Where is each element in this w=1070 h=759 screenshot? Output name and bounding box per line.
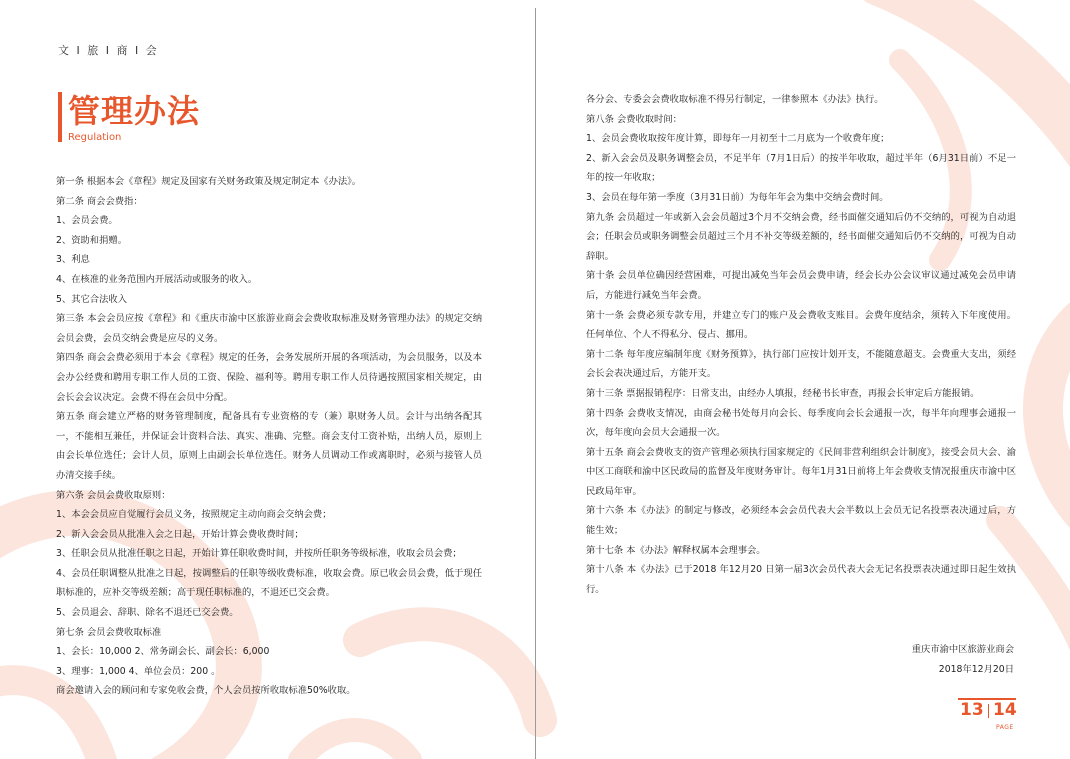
article-paragraph: 第四条 商会会费必须用于本会《章程》规定的任务，会务发展所开展的各项活动，为会员服务，以及本会办公经费和聘用专职工作人员的工资、保险、福利等。聘用专职工作人员待遇按照国家相关规定，由会长会会议决定。会费不得在会员中分配。 [56,352,482,403]
article-paragraph: 3、利息 [56,254,90,266]
page-divider [535,8,536,759]
article-paragraph: 2、资助和捐赠。 [56,234,127,246]
title-accent-bar [58,92,62,142]
article-paragraph: 2、新入会会员及职务调整会员，不足半年（7月1日后）的按半年收取，超过半年（6月31日前）不足一年的按一年收取； [586,152,1016,184]
article-paragraph: 各分会、专委会会费收取标准不得另行制定，一律参照本《办法》执行。 [586,94,884,105]
page-number-right: 14 [993,700,1017,720]
signature-date: 2018年12月20日 [938,664,1014,675]
article-paragraph: 第十条 会员单位确因经营困难，可提出减免当年会员会费申请，经会长办公会议审议通过减免会员申请后，方能进行减免当年会费。 [586,270,1016,301]
article-paragraph: 1、会长：10,000 2、常务副会长、副会长：6,000 [56,646,270,658]
signature-org: 重庆市渝中区旅游业商会 [911,644,1014,655]
article-paragraph: 第十四条 会费收支情况，由商会秘书处每月向会长、每季度向会长会通报一次，每半年向理事会通报一次，每年度向会员大会通报一次。 [586,407,1016,439]
article-paragraph: 第十八条 本《办法》已于2018 年12月20 日第一届3次会员代表大会无记名投票表决通过即日起生效执行。 [586,564,1016,595]
article-paragraph: 商会邀请入会的顾问和专家免收会费，个人会员按所收取标准50%收取。 [56,685,356,697]
page-number-left: 13 [960,700,984,720]
article-paragraph: 第十一条 会费必须专款专用，并建立专门的账户及会费收支账目。会费年度结余，须转入下年度使用。任何单位、个人不得私分、侵占、挪用。 [586,309,1016,341]
article-paragraph: 第六条 会员会费收取原则： [56,489,171,501]
article-paragraph: 第九条 会员超过一年或新入会会员超过3个月不交纳会费，经书面催交通知后仍不交纳的，可视为自动退会；任职会员或职务调整会员超过三个月不补交等级差额的，经书面催交通知后仍不交纳的，可视为自动辞职。 [586,211,1016,262]
article-paragraph: 第七条 会员会费收取标准 [56,626,162,638]
page-title: 管理办法 [68,92,201,130]
article-paragraph: 第五条 商会建立严格的财务管理制度，配备具有专业资格的专（兼）职财务人员。会计与出纳各配其一，不能相互兼任，并保证会计资料合法、真实、准确、完整。商会支付工资补贴，出纳人员，原则上由会长单位选任；会计人员，原则上由副会长单位选任。财务人员调动工作或离职时，必须与接管人员办清交接手续。 [56,411,482,481]
article-paragraph: 1、本会会员应自觉履行会员义务，按照规定主动向商会交纳会费； [56,509,332,521]
brand-label: 文 I 旅 I 商 I 会 [58,44,159,57]
article-paragraph: 第十六条 本《办法》的制定与修改，必须经本会会员代表大会半数以上会员无记名投票表决通过后，方能生效； [586,505,1016,537]
article-paragraph: 2、新入会会员从批准入会之日起，开始计算会费收费时间； [56,528,304,540]
page-number-separator [988,704,989,718]
article-paragraph: 第十七条 本《办法》解释权属本会理事会。 [586,544,766,556]
article-paragraph: 3、任职会员从批准任职之日起，开始计算任职收费时间，并按所任职务等级标准，收取会员会费； [56,548,462,560]
article-paragraph: 第八条 会费收取时间： [586,113,682,125]
article-paragraph: 3、理事：1,000 4、单位会员：200 。 [56,665,221,677]
page-number-label: PAGE [996,724,1014,731]
article-paragraph: 5、其它合法收入 [56,293,127,305]
article-paragraph: 第十三条 票据报销程序：日常支出，由经办人填报，经秘书长审查，再报会长审定后方能报销。 [586,387,980,399]
article-paragraph: 第一条 根据本会《章程》规定及国家有关财务政策及规定制定本《办法》。 [56,176,362,187]
page-subtitle: Regulation [68,132,122,143]
signature-block [912,640,1014,680]
article-paragraph: 3、会员在每年第一季度（3月31日前）为每年年会为集中交纳会费时间。 [586,191,889,203]
page-number [958,698,1018,734]
article-paragraph: 4、会员任职调整从批准之日起，按调整后的任职等级收费标准，收取会费。原已收会员会费，低于现任职标准的，应补交等级差额；高于现任职标准的，不退还已交会费。 [56,567,482,599]
article-paragraph: 第十二条 每年度应编制年度《财务预算》，执行部门应按计划开支，不能随意超支。会费重大支出，须经会长会表决通过后，方能开支。 [586,348,1016,380]
article-paragraph: 5、会员退会、辞职、除名不退还已交会费。 [56,607,239,619]
article-paragraph: 第十五条 商会会费收支的资产管理必须执行国家规定的《民间非营利组织会计制度》，接受会员大会、渝中区工商联和渝中区民政局的监督及年度财务审计。每年1月31日前将上年会费收支情况报重庆市渝中区民政局年审。 [586,446,1016,497]
article-paragraph: 1、会员会费收取按年度计算，即每年一月初至十二月底为一个收费年度； [586,133,890,145]
left-column [56,172,482,701]
article-paragraph: 第二条 商会会费指： [56,195,143,207]
article-paragraph: 第三条 本会会员应按《章程》和《重庆市渝中区旅游业商会会费收取标准及财务管理办法》的规定交纳会员会费，会员交纳会费是应尽的义务。 [56,313,482,344]
article-paragraph: 1、会员会费。 [56,215,118,227]
article-paragraph: 4、在核准的业务范围内开展活动或服务的收入。 [56,273,258,285]
right-column [586,90,1016,599]
